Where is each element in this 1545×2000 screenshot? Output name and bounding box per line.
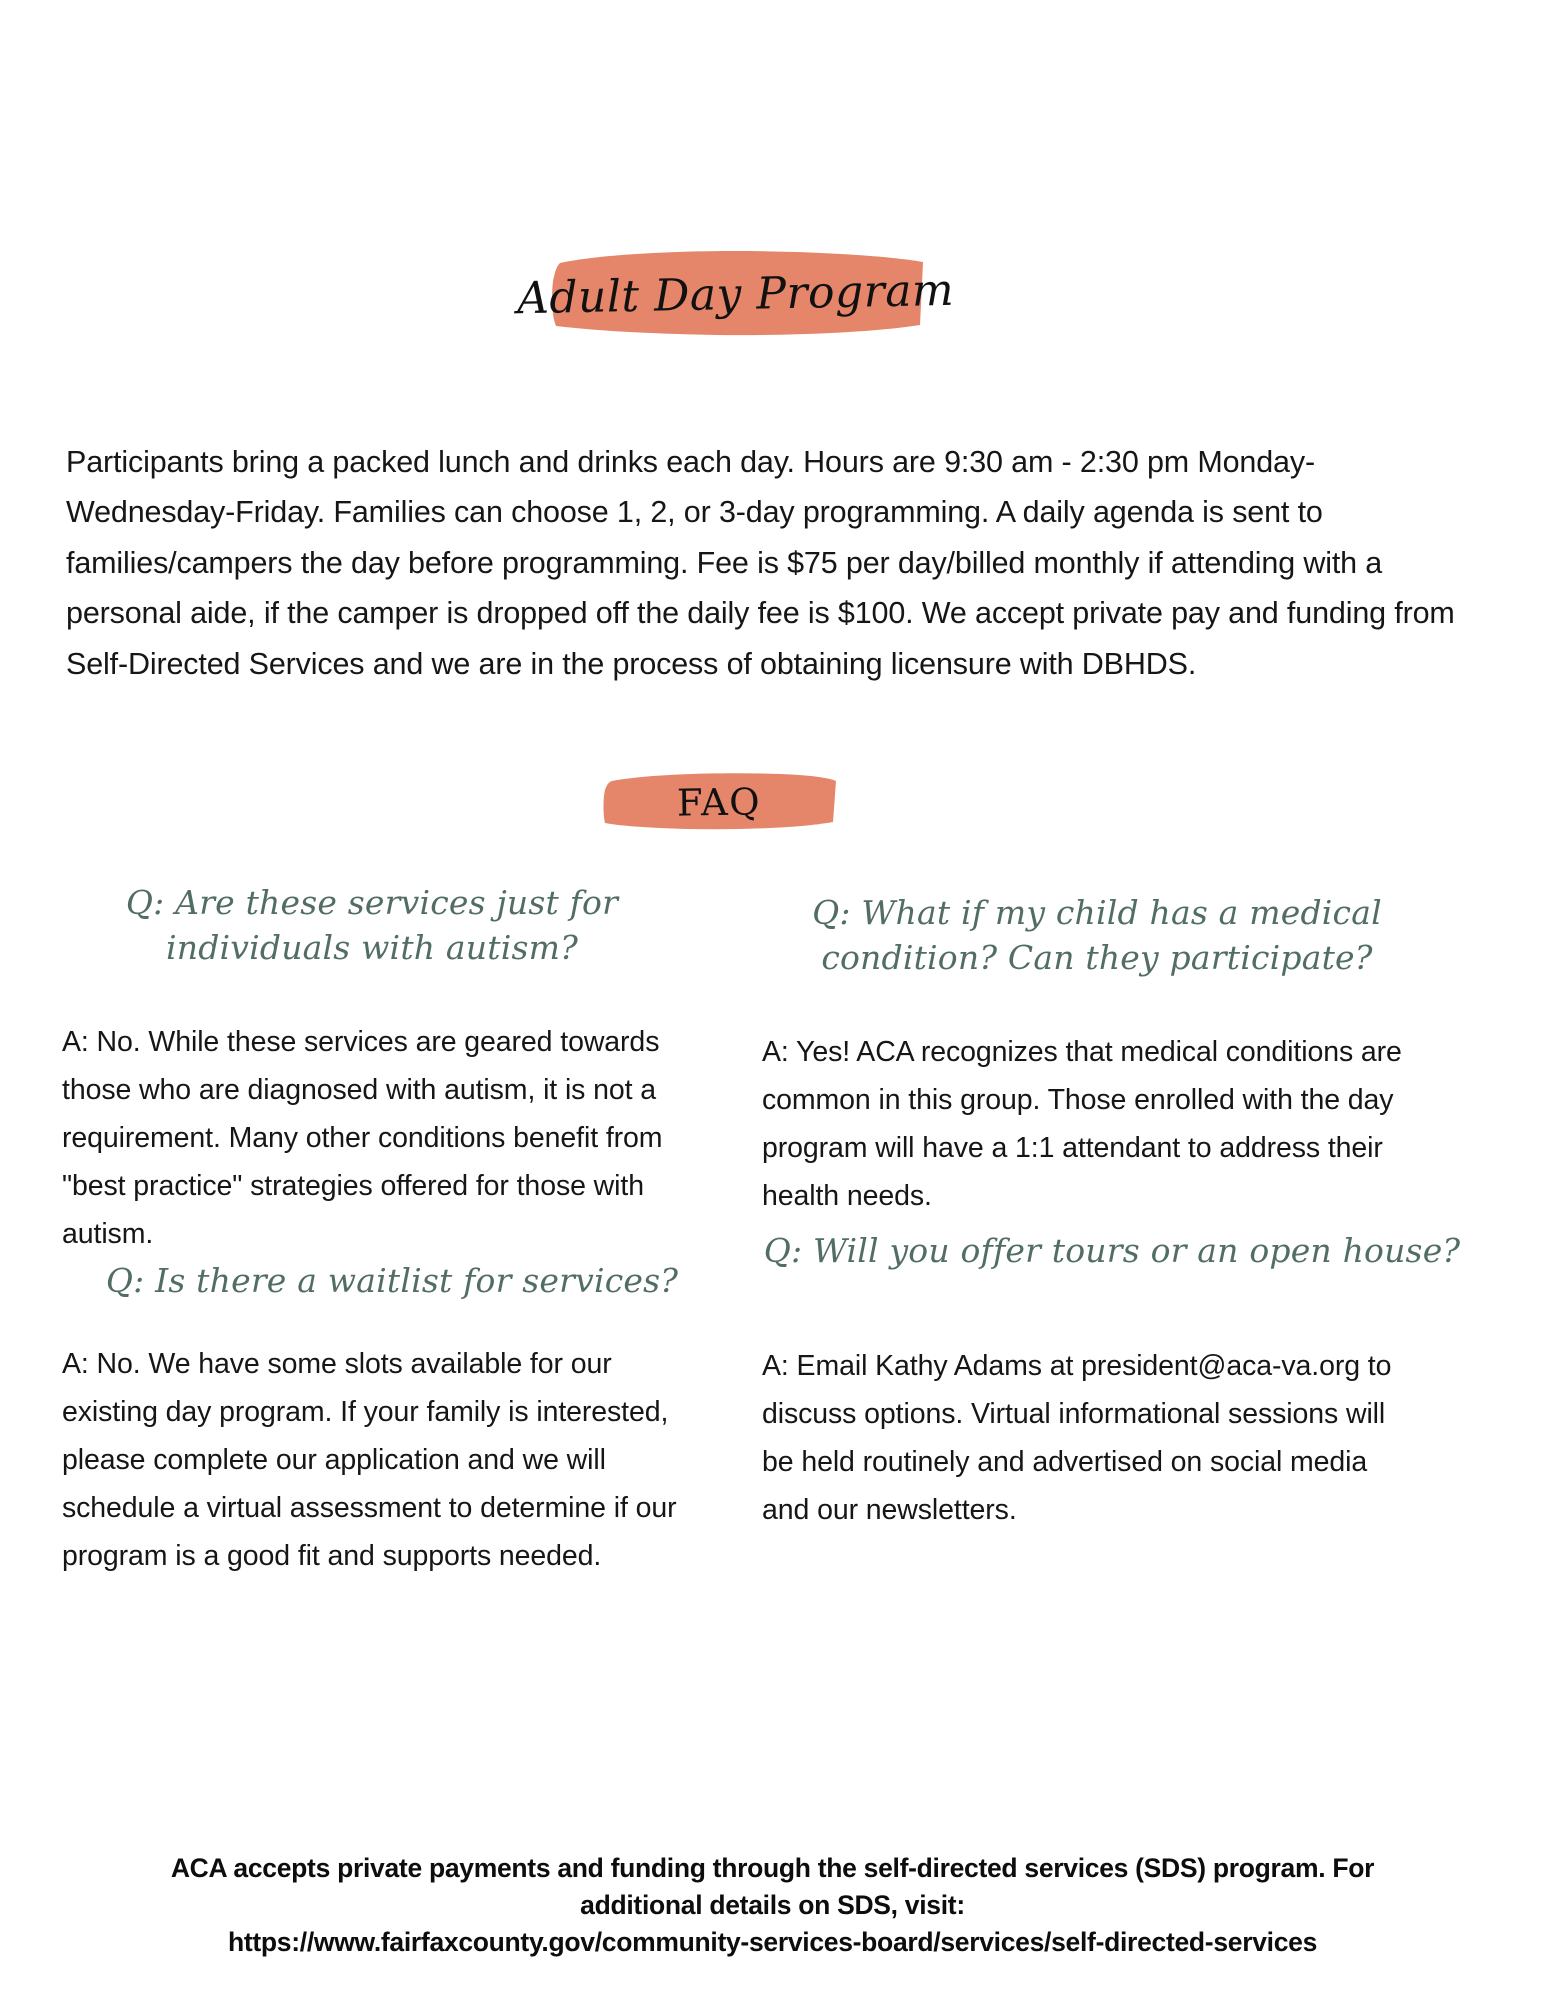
- faq-question-waitlist: Q: Is there a waitlist for services?: [105, 1261, 679, 1300]
- faq-answer-tours-open-house: A: Email Kathy Adams at president@aca-va.org to discuss options. Virtual informational sessions will be held routinely and advertised on social media and our newsletters.: [762, 1350, 1392, 1526]
- footer-line-1: ACA accepts private payments and funding through the self-directed services (SDS) program. For: [170, 1853, 1375, 1883]
- faq-question-tours-open-house: Q: Will you offer tours or an open house?: [763, 1231, 1461, 1270]
- faq-answer-medical-condition: A: Yes! ACA recognizes that medical conditions are common in this group. Those enrolled with the day program will have a 1:1 attendant to address their health needs.: [762, 1036, 1402, 1212]
- intro-paragraph: Participants bring a packed lunch and drinks each day. Hours are 9:30 am - 2:30 pm Monday-Wednesday-Friday. Families can choose 1, 2, or 3-day programming. A daily agenda is sent to families/campers the day before programming. Fee is $75 per day/billed monthly if attending with a personal aide, if the camper is dropped off the daily fee is $100. We accept private pay and funding from Self-Directed Services and we are in the process of obtaining licensure with DBHDS.: [66, 444, 1455, 681]
- faq-section: [0, 880, 1545, 1790]
- footer-note: [50, 1850, 1495, 1961]
- faq-answer-waitlist: A: No. We have some slots available for our existing day program. If your family is interested, please complete our application and we will schedule a virtual assessment to determine if our program is a good fit and supports needed.: [62, 1348, 677, 1572]
- faq-banner: [600, 770, 838, 832]
- title-banner: [516, 247, 956, 339]
- title-banner-label: Adult Day Program: [516, 264, 956, 324]
- faq-banner-label: FAQ: [676, 779, 762, 825]
- faq-question-medical-condition: Q: What if my child has a medical condition? Can they participate?: [812, 893, 1382, 977]
- footer-line-2: additional details on SDS, visit:: [580, 1890, 965, 1920]
- footer-sds-url: https://www.fairfaxcounty.gov/community-services-board/services/self-directed-services: [227, 1927, 1318, 1957]
- faq-answer-autism-eligibility: A: No. While these services are geared towards those who are diagnosed with autism, it is not a requirement. Many other conditions benefit from "best practice" strategies offered for those with autism.: [62, 1026, 663, 1250]
- faq-question-autism-eligibility: Q: Are these services just for individuals with autism?: [125, 883, 619, 967]
